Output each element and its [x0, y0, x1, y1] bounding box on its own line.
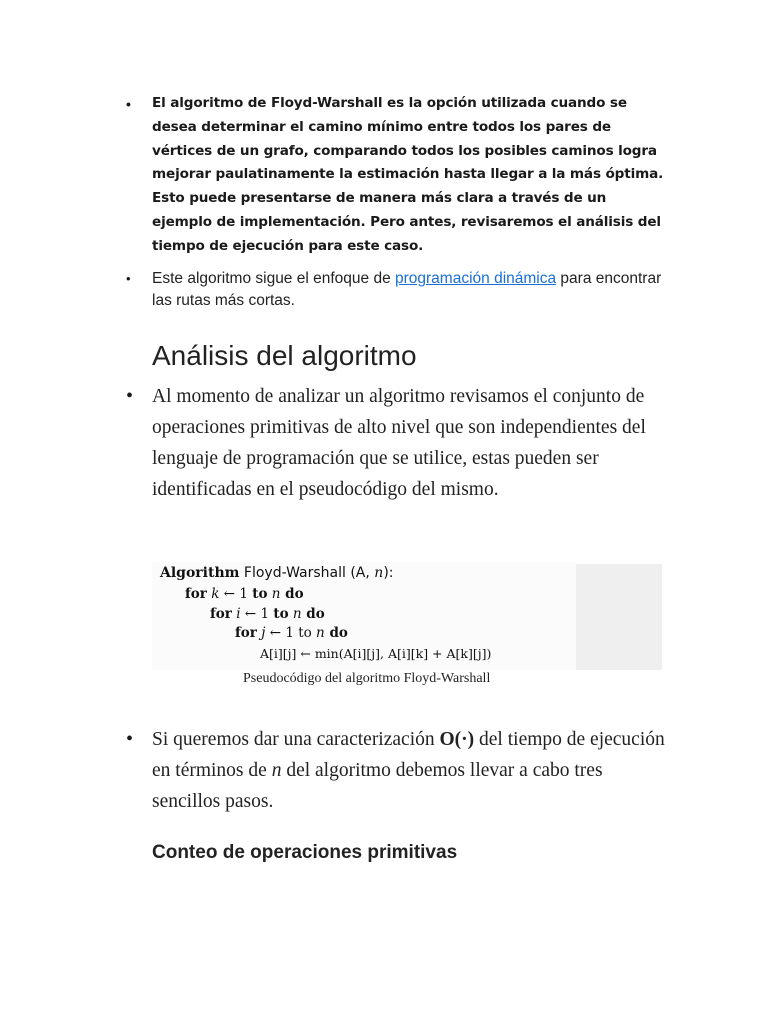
bullet-text: El algoritmo de Floyd-Warshall es la opción utilizada cuando se desea determinar el camino mínimo entre todos los pares de vértices de un grafo, comparando todos los posibles caminos logra mejorar paulatinamente la estimación hasta llegar a la más óptima. Esto puede presentarse de manera más clara a través de un ejemplo de implementación. Pero antes, revisaremos el análisis del tiempo de ejecución para este caso. [152, 95, 664, 254]
bullet-text [152, 724, 666, 817]
bullet-text: Al momento de analizar un algoritmo revisamos el conjunto de operaciones primitivas de alto nivel que son independientes del lenguaje de programación que se utilice, estas pueden ser identificadas en el pseudocódigo del mismo. [152, 386, 646, 500]
bullet-item-floyd-intro [126, 92, 666, 259]
pseudocode-figure [152, 562, 662, 670]
approach-text-start: Este algoritmo sigue el enfoque de [152, 270, 395, 287]
pseudocode-line-2: for k ← 1 to n do [185, 586, 304, 602]
complexity-text-start: Si queremos dar una caracterización [152, 729, 440, 750]
complexity-text-end: del algoritmo debemos llevar a cabo tres sencillos pasos. [152, 760, 603, 812]
section-heading-primitive-count: Conteo de operaciones primitivas [152, 842, 458, 863]
pseudocode-line-5: A[i][j] ← min(A[i][j], A[i][k] + A[k][j]) [260, 646, 492, 661]
bullet-item-approach [126, 268, 666, 312]
bullet-marker: • [126, 271, 131, 286]
complexity-text-middle: del tiempo de ejecución en términos de [152, 729, 665, 781]
bullet-item-complexity [126, 724, 666, 817]
bullet-text [152, 268, 666, 312]
pseudocode-image [152, 562, 576, 670]
variable-n: n [271, 760, 282, 781]
pseudocode-line-1: Algorithm Floyd-Warshall (A, n): [160, 565, 394, 581]
pseudocode-line-4: for j ← 1 to n do [235, 625, 348, 641]
figure-caption: Pseudocódigo del algoritmo Floyd-Warshall [243, 671, 491, 686]
bullet-marker: • [126, 385, 134, 407]
dynamic-programming-link[interactable]: programación dinámica [395, 270, 557, 287]
bullet-marker: • [126, 96, 131, 112]
big-o-notation: O(·) [439, 729, 475, 750]
section-heading-analysis: Análisis del algoritmo [152, 340, 417, 371]
figure-placeholder-panel [576, 564, 662, 670]
pseudocode-line-3: for i ← 1 to n do [210, 606, 325, 622]
bullet-item-analysis [126, 381, 666, 505]
approach-text-end: para encontrar las rutas más cortas. [152, 270, 662, 309]
bullet-marker: • [126, 728, 134, 750]
